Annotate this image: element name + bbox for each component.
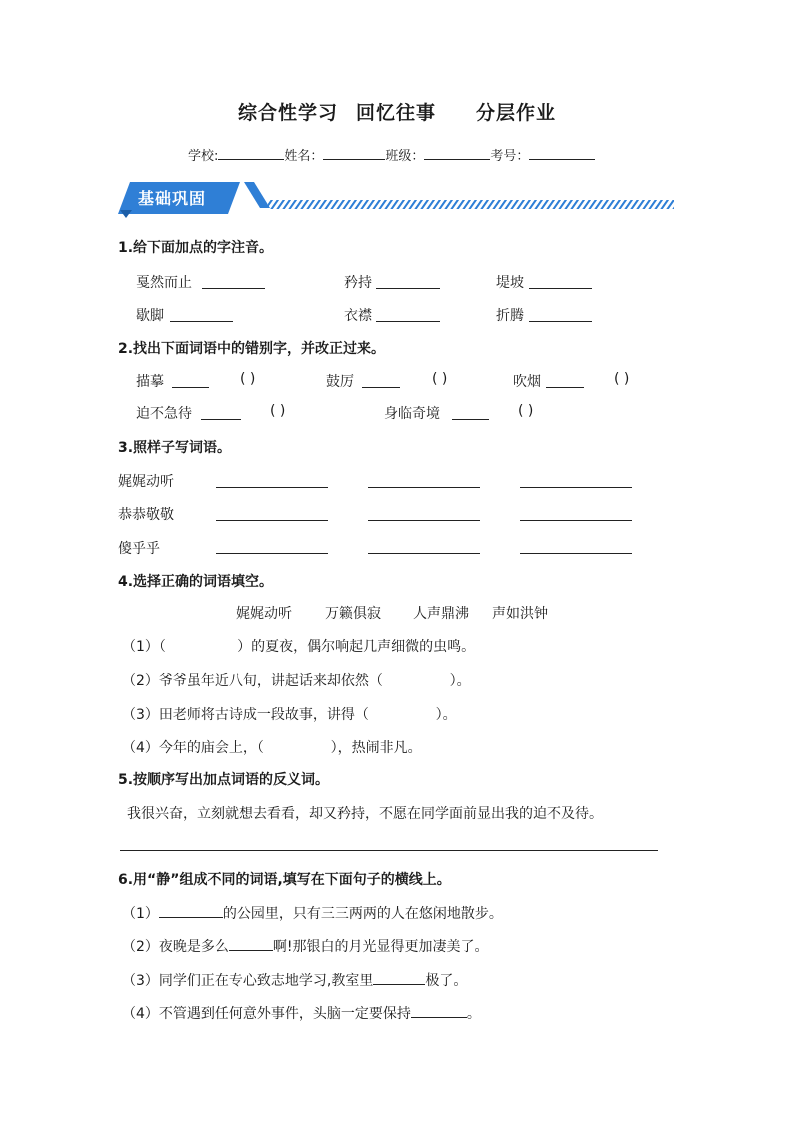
q3-blank[interactable] (216, 520, 328, 521)
banner-hatch (268, 200, 674, 209)
q1-item: 歇脚 (136, 308, 164, 324)
q3-example: 傻乎乎 (118, 541, 160, 557)
q4-sentence: （4）今年的庙会上，（ ），热闹非凡。 (122, 740, 422, 756)
q2-paren[interactable]: ( ) (240, 371, 256, 387)
q3-blank[interactable] (368, 553, 480, 554)
q6-sentence (122, 903, 503, 923)
q6-sentence-prefix: （3）同学们正在专心致志地学习,教室里 (122, 973, 374, 989)
q1-blank[interactable] (529, 321, 592, 322)
q1-item: 衣襟 (344, 308, 372, 324)
q4-sentence: （2）爷爷虽年近八旬，讲起话来却依然（ ）。 (122, 673, 471, 689)
q1-blank[interactable] (376, 321, 440, 322)
banner-stripe (244, 182, 270, 208)
q3-blank[interactable] (520, 553, 632, 554)
q6-sentence (122, 970, 467, 990)
q3-blank[interactable] (520, 487, 632, 488)
q6-sentence-suffix: 啊!那银白的月光显得更加凄美了。 (272, 939, 489, 955)
q4-option: 万籁俱寂 (325, 606, 381, 622)
q3-blank[interactable] (368, 487, 480, 488)
q1-item: 折腾 (496, 308, 524, 324)
q2-blank[interactable] (362, 387, 400, 388)
q2-blank[interactable] (172, 387, 209, 388)
q2-blank[interactable] (546, 387, 584, 388)
school-label: 学校: (188, 149, 219, 164)
class-label: 班级： (385, 149, 425, 164)
q1-heading: 1.给下面加点的字注音。 (118, 240, 274, 256)
q3-example: 娓娓动听 (118, 474, 174, 490)
title-part-1: 综合性学习 (237, 102, 338, 124)
q4-option: 人声鼎沸 (413, 606, 469, 622)
q1-blank[interactable] (529, 288, 592, 289)
q2-paren[interactable]: ( ) (614, 371, 630, 387)
q2-item: 吹烟 (513, 374, 541, 390)
exam-no-label: 考号： (490, 149, 530, 164)
q2-item: 迫不急待 (136, 406, 192, 422)
q6-sentence (122, 1003, 481, 1023)
q3-blank[interactable] (216, 487, 328, 488)
q2-paren[interactable]: ( ) (518, 403, 534, 419)
q5-answer-line[interactable] (120, 850, 658, 851)
q6-sentence-suffix: 。 (466, 1006, 481, 1022)
school-field[interactable] (218, 147, 284, 160)
q2-heading: 2.找出下面词语中的错别字，并改正过来。 (118, 341, 386, 357)
q3-example: 恭恭敬敬 (118, 507, 174, 523)
exam-no-field[interactable] (529, 147, 595, 160)
banner-label: 基础巩固 (138, 189, 207, 208)
q4-option: 娓娓动听 (236, 606, 292, 622)
q6-blank[interactable] (229, 938, 273, 951)
q2-item: 描摹 (136, 374, 164, 390)
q6-sentence-prefix: （1） (122, 906, 159, 922)
q3-blank[interactable] (520, 520, 632, 521)
q6-heading: 6.用“静”组成不同的词语,填写在下面句子的横线上。 (118, 872, 451, 888)
class-field[interactable] (424, 147, 490, 160)
q4-sentence: （3）田老师将古诗成一段故事，讲得（ ）。 (122, 707, 457, 723)
q2-blank[interactable] (201, 419, 241, 420)
q4-heading: 4.选择正确的词语填空。 (118, 574, 274, 590)
q3-blank[interactable] (368, 520, 480, 521)
q6-sentence-suffix: 极了。 (425, 973, 468, 989)
q5-heading: 5.按顺序写出加点词语的反义词。 (118, 772, 330, 788)
student-info (188, 145, 595, 164)
q4-sentence: （1）（ ）的夏夜，偶尔响起几声细微的虫鸣。 (122, 639, 476, 655)
title-part-2: 回忆往事 (355, 102, 436, 124)
page-title (0, 98, 794, 125)
q5-sentence: 我很兴奋，立刻就想去看看，却又矜持，不愿在同学面前显出我的迫不及待。 (127, 806, 603, 822)
q6-sentence-prefix: （2）夜晚是多么 (122, 939, 229, 955)
q3-blank[interactable] (216, 553, 328, 554)
q6-sentence-suffix: 的公园里，只有三三两两的人在悠闲地散步。 (222, 906, 503, 922)
q2-blank[interactable] (452, 419, 489, 420)
title-part-3: 分层作业 (476, 102, 557, 124)
q1-blank[interactable] (170, 321, 233, 322)
q6-blank[interactable] (411, 1005, 467, 1018)
q2-item: 鼓厉 (326, 374, 354, 390)
q1-item: 戛然而止 (136, 275, 192, 291)
q6-sentence (122, 936, 489, 956)
q1-item: 堤坡 (496, 275, 524, 291)
q6-sentence-prefix: （4）不管遇到任何意外事件，头脑一定要保持 (122, 1006, 411, 1022)
q1-item: 矜持 (344, 275, 372, 291)
name-field[interactable] (323, 147, 385, 160)
name-label: 姓名： (284, 149, 324, 164)
q1-blank[interactable] (376, 288, 440, 289)
q1-blank[interactable] (202, 288, 265, 289)
q2-paren[interactable]: ( ) (270, 403, 286, 419)
q6-blank[interactable] (159, 905, 223, 918)
q4-option: 声如洪钟 (492, 606, 548, 622)
q3-heading: 3.照样子写词语。 (118, 440, 232, 456)
q2-item: 身临奇境 (384, 406, 440, 422)
q2-paren[interactable]: ( ) (432, 371, 448, 387)
q6-blank[interactable] (373, 972, 425, 985)
